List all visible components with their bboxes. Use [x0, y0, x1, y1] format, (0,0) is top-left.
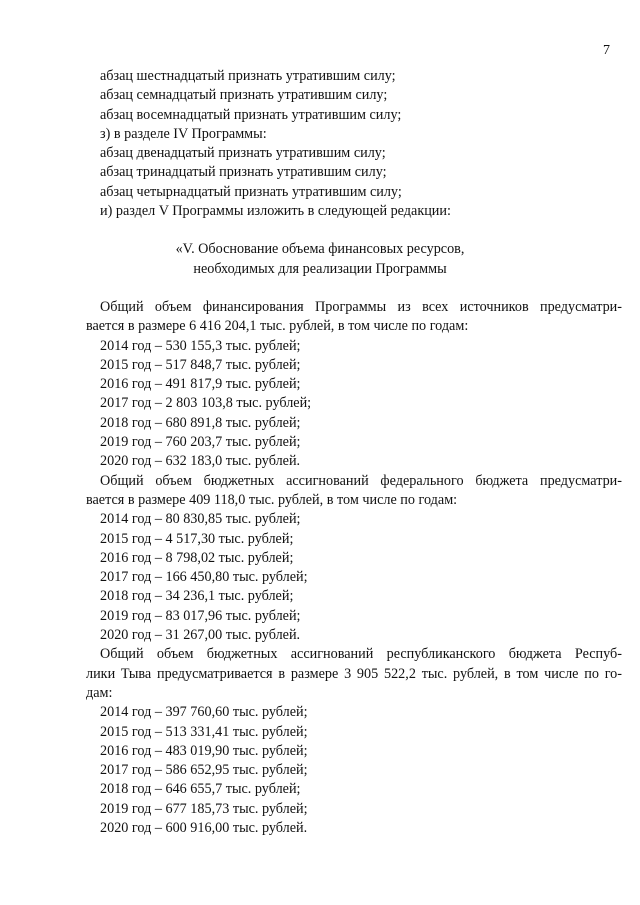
year-amount: 2020 год – 632 183,0 тыс. рублей. [100, 453, 301, 470]
paragraph-first-line [0, 645, 640, 664]
year-amount: 2016 год – 491 817,9 тыс. рублей; [100, 376, 301, 393]
year-amount: 2014 год – 397 760,60 тыс. рублей; [100, 704, 308, 721]
year-amount: 2018 год – 680 891,8 тыс. рублей; [100, 414, 301, 431]
year-amount: 2017 год – 586 652,95 тыс. рублей; [100, 762, 308, 779]
year-amount: 2018 год – 646 655,7 тыс. рублей; [100, 781, 301, 798]
amendment-line: и) раздел V Программы изложить в следующей редакции: [100, 203, 451, 220]
section-title [0, 240, 640, 279]
amendment-line: абзац шестнадцатый признать утратившим силу; [100, 68, 396, 84]
year-amount: 2014 год – 80 830,85 тыс. рублей; [100, 511, 301, 528]
republic-budget-section [0, 645, 640, 838]
paragraph-line [0, 665, 640, 684]
year-amount: 2015 год – 517 848,7 тыс. рублей; [100, 356, 301, 373]
year-amount: 2019 год – 83 017,96 тыс. рублей; [100, 607, 301, 624]
year-amount: 2018 год – 34 236,1 тыс. рублей; [100, 588, 294, 605]
year-amount: 2016 год – 483 019,90 тыс. рублей; [100, 742, 308, 759]
amendment-line: з) в разделе IV Программы: [100, 125, 267, 142]
year-amount: 2017 год – 2 803 103,8 тыс. рублей; [100, 395, 312, 412]
year-amount: 2015 год – 513 331,41 тыс. рублей; [100, 723, 308, 740]
total-financing-section [0, 298, 640, 472]
paragraph-text: лики Тыва предусматривается в размере 3 905 522,2 тыс. рублей, в том числе по го- [86, 665, 622, 682]
amendment-list [0, 67, 640, 221]
year-amount: 2020 год – 600 916,00 тыс. рублей. [100, 819, 308, 836]
page-number: 7 [603, 43, 610, 58]
paragraph-line: вается в размере 6 416 204,1 тыс. рублей, в том числе по годам: [86, 318, 469, 335]
amendment-line: абзац семнадцатый признать утратившим силу; [100, 87, 388, 104]
year-amount: 2019 год – 677 185,73 тыс. рублей; [100, 800, 308, 817]
document-body [0, 67, 640, 838]
section-title-line: «V. Обоснование объема финансовых ресурсов, [175, 241, 465, 258]
year-amount: 2020 год – 31 267,00 тыс. рублей. [100, 627, 301, 644]
year-amount: 2015 год – 4 517,30 тыс. рублей; [100, 530, 294, 547]
federal-budget-section [0, 472, 640, 646]
paragraph-line: вается в размере 409 118,0 тыс. рублей, в том числе по годам: [86, 491, 458, 508]
paragraph-text: Общий объем бюджетных ассигнований республиканского бюджета Респуб- [100, 646, 622, 663]
amendment-line: абзац восемнадцатый признать утратившим силу; [100, 106, 402, 123]
year-amount: 2019 год – 760 203,7 тыс. рублей; [100, 434, 301, 451]
section-title-line: необходимых для реализации Программы [193, 260, 447, 277]
year-amount: 2016 год – 8 798,02 тыс. рублей; [100, 549, 294, 566]
amendment-line: абзац двенадцатый признать утратившим силу; [100, 145, 386, 162]
paragraph-text: Общий объем финансирования Программы из всех источников предусматри- [100, 298, 622, 315]
paragraph-first-line [0, 298, 640, 317]
paragraph-line: дам: [86, 684, 113, 701]
year-amount: 2014 год – 530 155,3 тыс. рублей; [100, 337, 301, 354]
paragraph-first-line [0, 472, 640, 491]
year-amount: 2017 год – 166 450,80 тыс. рублей; [100, 569, 308, 586]
amendment-line: абзац тринадцатый признать утратившим силу; [100, 164, 387, 181]
amendment-line: абзац четырнадцатый признать утратившим силу; [100, 183, 402, 200]
paragraph-text: Общий объем бюджетных ассигнований федерального бюджета предусматри- [100, 472, 622, 489]
